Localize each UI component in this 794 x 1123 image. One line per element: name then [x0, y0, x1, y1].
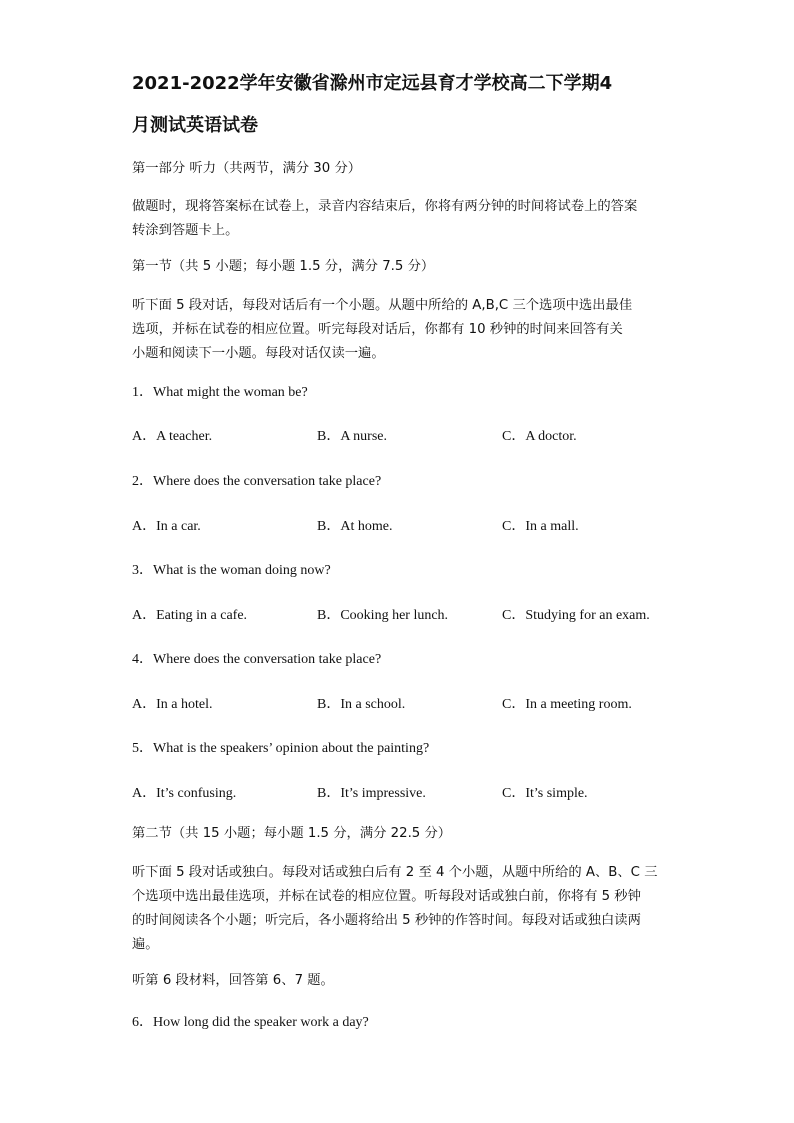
part1-instructions: [132, 195, 672, 243]
material-instruction: 听第 6 段材料，回答第 6、7 题。: [132, 973, 334, 988]
instruction-line: 小题和阅读下一小题。每段对话仅读一遍。: [132, 346, 385, 361]
option-c: C．It’s simple.: [502, 786, 588, 801]
section2-instructions: [132, 861, 672, 957]
instruction-line: 的时间阅读各个小题；听完后，各小题将给出 5 秒钟的作答时间。每段对话或独白读两: [132, 913, 641, 928]
option-b: B．A nurse.: [317, 429, 387, 444]
exam-title-line-2: 月测试英语试卷: [132, 115, 258, 136]
instruction-line: 个选项中选出最佳选项，并标在试卷的相应位置。听每段对话或独白前，你将有 5 秒钟: [132, 889, 641, 904]
instruction-line: 遍。: [132, 937, 159, 952]
option-c: C．Studying for an exam.: [502, 608, 650, 623]
option-b: B．In a school.: [317, 697, 406, 712]
question-4: 4．Where does the conversation take place?: [132, 652, 382, 667]
section1-instructions: [132, 294, 672, 366]
section1-heading: 第一节（共 5 小题；每小题 1.5 分，满分 7.5 分）: [132, 259, 435, 274]
part1-heading: 第一部分 听力（共两节，满分 30 分）: [132, 161, 362, 176]
question-3: 3．What is the woman doing now?: [132, 563, 331, 578]
question-5: 5．What is the speakers’ opinion about the painting?: [132, 741, 430, 756]
question-6: 6．How long did the speaker work a day?: [132, 1015, 369, 1030]
instruction-line: 选项，并标在试卷的相应位置。听完每段对话后，你都有 10 秒钟的时间来回答有关: [132, 322, 623, 337]
exam-title-line-1: 2021-2022学年安徽省滁州市定远县育才学校高二下学期4: [132, 73, 613, 94]
question-2: 2．Where does the conversation take place?: [132, 474, 382, 489]
instruction-line: 听下面 5 段对话或独白。每段对话或独白后有 2 至 4 个小题，从题中所给的 A、B、C 三: [132, 865, 658, 880]
option-a: A．In a car.: [132, 519, 201, 534]
instruction-line: 做题时，现将答案标在试卷上，录音内容结束后，你将有两分钟的时间将试卷上的答案: [132, 199, 638, 214]
instruction-line: 转涂到答题卡上。: [132, 223, 239, 238]
option-a: A．A teacher.: [132, 429, 213, 444]
option-c: C．In a mall.: [502, 519, 579, 534]
option-b: B．At home.: [317, 519, 393, 534]
instruction-line: 听下面 5 段对话，每段对话后有一个小题。从题中所给的 A,B,C 三个选项中选出最佳: [132, 298, 633, 313]
option-c: C．A doctor.: [502, 429, 577, 444]
question-1: 1．What might the woman be?: [132, 385, 308, 400]
option-b: B．It’s impressive.: [317, 786, 426, 801]
option-a: A．Eating in a cafe.: [132, 608, 248, 623]
option-b: B．Cooking her lunch.: [317, 608, 449, 623]
option-a: A．It’s confusing.: [132, 786, 237, 801]
option-c: C．In a meeting room.: [502, 697, 632, 712]
section2-heading: 第二节（共 15 小题；每小题 1.5 分，满分 22.5 分）: [132, 826, 452, 841]
option-a: A．In a hotel.: [132, 697, 213, 712]
